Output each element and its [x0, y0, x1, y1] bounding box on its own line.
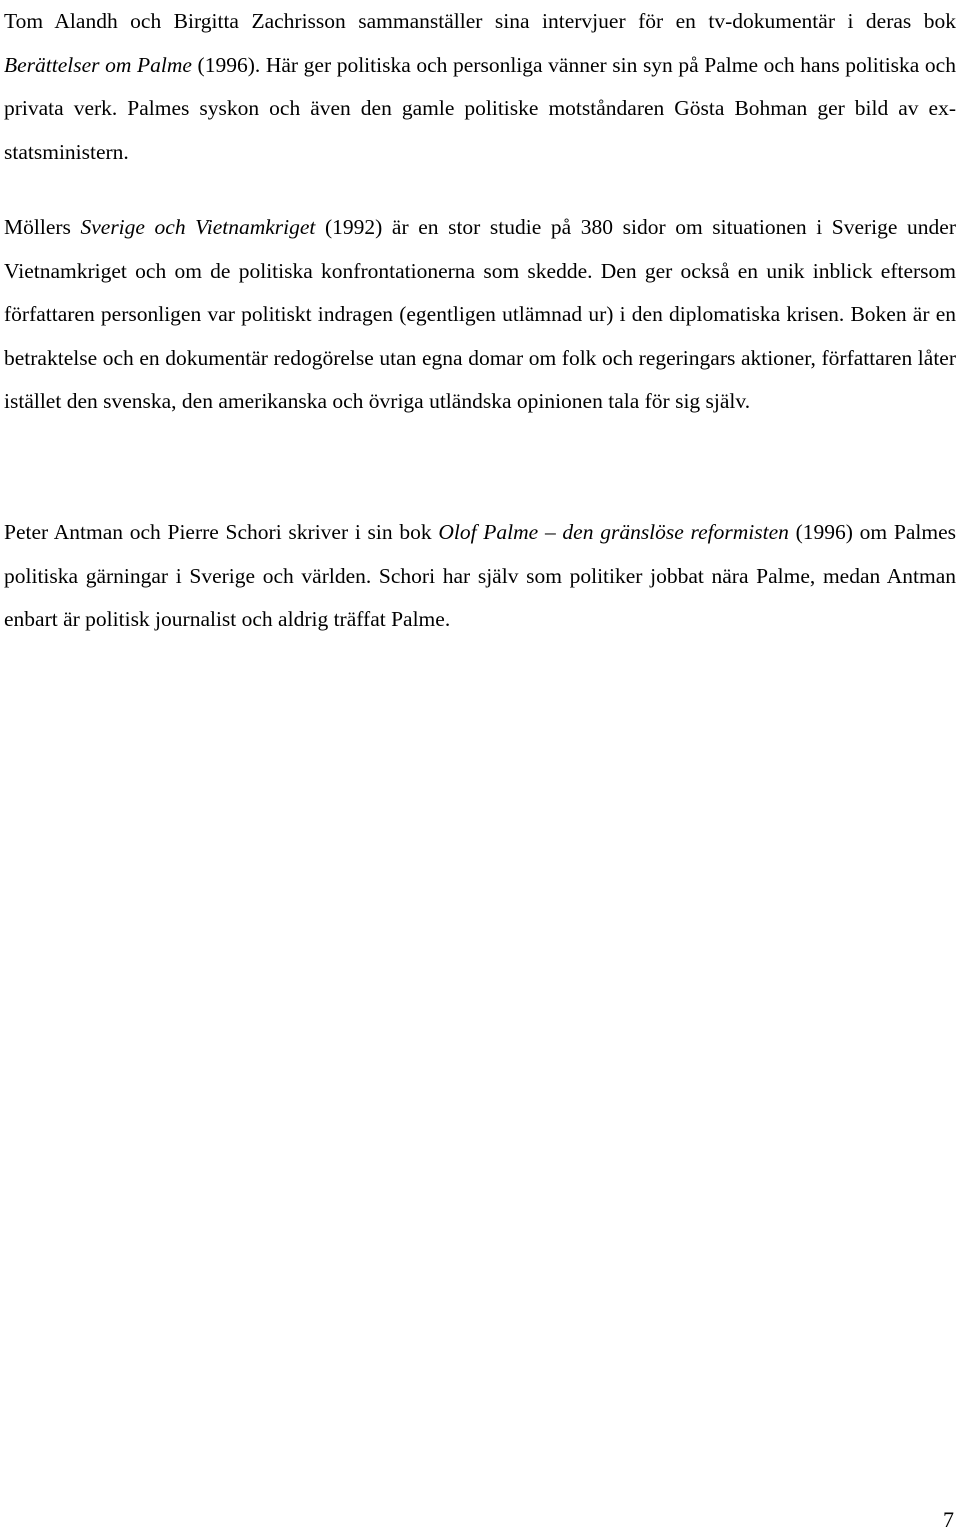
paragraph-text: Peter Antman och Pierre Schori skriver i sin bok [4, 520, 439, 544]
paragraph-text: Tom Alandh och Birgitta Zachrisson sammanställer sina intervjuer för en tv-dokumentär i deras bok [4, 9, 956, 33]
paragraph-text: Möllers [4, 215, 81, 239]
paragraph-moller [4, 206, 956, 424]
paragraph-text: (1996). Här ger politiska och personliga vänner sin syn på Palme och hans politiska och privata verk. Palmes syskon och även den gamle politiske motståndaren Gösta Bohman ger bild av ex-statsministern. [4, 52, 956, 164]
paragraph-alandh-zachrisson [4, 0, 956, 174]
paragraph-text: (1996) om Palmes politiska gärningar i Sverige och världen. Schori har själv som politiker jobbat nära Palme, medan Antman enbart är politisk journalist och aldrig träffat Palme. [4, 520, 956, 631]
book-title-sverige-och-vietnamkriget: Sverige och Vietnamkriget [80, 215, 316, 239]
paragraph-text: (1992) är en stor studie på 380 sidor om situationen i Sverige under Vietnamkriget och om de politiska konfrontationerna som skedde. Den ger också en unik inblick eftersom författaren personligen var politiskt indragen (egentligen utlämnad ur) i den diplomatiska krisen. Boken är en betraktelse och en dokumentär redogörelse utan egna domar om folk och regeringars aktioner, författaren låter istället den svenska, den amerikanska och övriga utländska opinionen tala för sig själv. [4, 215, 956, 413]
paragraph-antman-schori [4, 511, 956, 642]
book-title-berattelser-om-palme: Berättelser om Palme [4, 52, 192, 77]
book-title-olof-palme: Olof Palme – den gränslöse reformisten [438, 520, 789, 544]
page-number: 7 [943, 1507, 954, 1532]
